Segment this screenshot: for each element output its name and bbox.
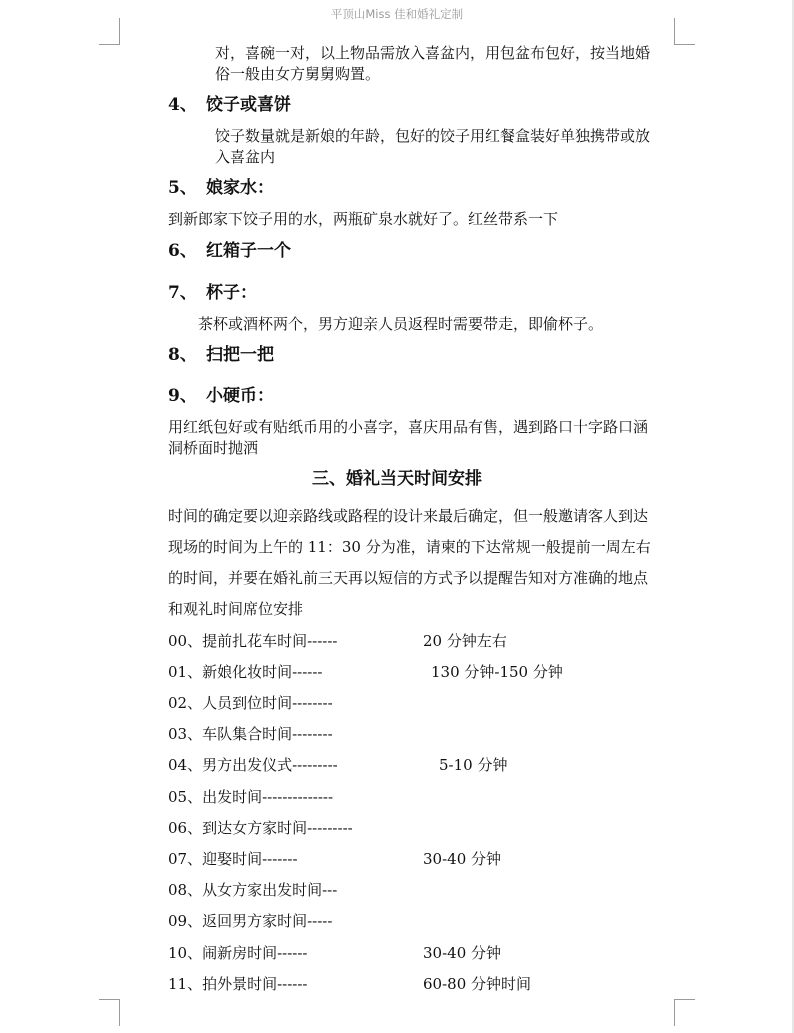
item-title: 小硬币： xyxy=(206,386,274,406)
schedule-label: 10、闹新房时间------ xyxy=(168,944,308,962)
item-title: 红箱子一个 xyxy=(206,241,291,261)
item-line: 用红纸包好或有贴纸币用的小喜字，喜庆用品有售，遇到路口十字路口涵 xyxy=(168,418,649,436)
paragraph-line: 和观礼时间席位安排 xyxy=(168,600,304,618)
paragraph-line: 时间的确定要以迎亲路线或路程的设计来最后确定，但一般邀请客人到达 xyxy=(168,507,649,525)
item-line: 洞桥面时抛洒 xyxy=(168,439,259,457)
item-heading xyxy=(168,240,291,262)
item-title: 扫把一把 xyxy=(206,345,274,365)
item-heading xyxy=(168,177,274,199)
item-title: 娘家水： xyxy=(206,178,274,198)
paragraph-line: 现场的时间为上午的 11：30 分为准，请柬的下达常规一般提前一周左右 xyxy=(168,538,651,556)
schedule-label: 09、返回男方家时间----- xyxy=(168,912,333,930)
item-title: 饺子或喜饼 xyxy=(206,95,291,115)
schedule-label: 02、人员到位时间-------- xyxy=(168,694,333,712)
crop-mark-bottom-left xyxy=(99,999,120,1026)
schedule-label: 11、拍外景时间------ xyxy=(168,975,308,993)
intro-line: 俗一般由女方舅舅购置。 xyxy=(215,65,381,83)
crop-mark-top-left xyxy=(99,18,120,45)
schedule-duration: 5-10 分钟 xyxy=(439,756,508,774)
item-heading xyxy=(168,344,274,366)
item-line: 到新郎家下饺子用的水，两瓶矿泉水就好了。红丝带系一下 xyxy=(168,210,559,228)
schedule-label: 06、到达女方家时间--------- xyxy=(168,819,353,837)
item-number: 4、 xyxy=(168,95,197,115)
crop-mark-bottom-right xyxy=(674,999,695,1026)
item-heading xyxy=(168,282,257,304)
item-number: 6、 xyxy=(168,241,197,261)
schedule-label: 04、男方出发仪式--------- xyxy=(168,756,338,774)
item-title: 杯子： xyxy=(206,283,257,303)
item-heading xyxy=(168,385,274,407)
item-number: 9、 xyxy=(168,386,197,406)
schedule-label: 08、从女方家出发时间--- xyxy=(168,881,338,899)
item-line: 茶杯或酒杯两个，男方迎亲人员返程时需要带走，即偷杯子。 xyxy=(198,315,604,333)
page-header: 平顶山Miss 佳和婚礼定制 xyxy=(330,7,464,21)
schedule-duration: 60-80 分钟时间 xyxy=(423,975,532,993)
item-heading xyxy=(168,94,291,116)
item-number: 8、 xyxy=(168,345,197,365)
schedule-label: 05、出发时间-------------- xyxy=(168,788,334,806)
item-number: 5、 xyxy=(168,178,197,198)
schedule-duration: 30-40 分钟 xyxy=(423,944,502,962)
section-title: 三、婚礼当天时间安排 xyxy=(312,469,482,489)
item-line: 入喜盆内 xyxy=(215,148,276,166)
intro-line: 对，喜碗一对，以上物品需放入喜盆内，用包盆布包好，按当地婚 xyxy=(215,44,651,62)
schedule-label: 07、迎娶时间------- xyxy=(168,850,298,868)
schedule-label: 00、提前扎花车时间------ xyxy=(168,632,338,650)
schedule-label: 01、新娘化妆时间------ xyxy=(168,663,323,681)
crop-mark-top-right xyxy=(674,18,695,45)
schedule-duration: 30-40 分钟 xyxy=(423,850,502,868)
item-line: 饺子数量就是新娘的年龄，包好的饺子用红餐盒装好单独携带或放 xyxy=(215,127,651,145)
schedule-duration: 20 分钟左右 xyxy=(423,632,507,650)
item-number: 7、 xyxy=(168,283,197,303)
schedule-duration: 130 分钟-150 分钟 xyxy=(431,663,563,681)
schedule-label: 03、车队集合时间-------- xyxy=(168,725,333,743)
paragraph-line: 的时间，并要在婚礼前三天再以短信的方式予以提醒告知对方准确的地点 xyxy=(168,569,649,587)
